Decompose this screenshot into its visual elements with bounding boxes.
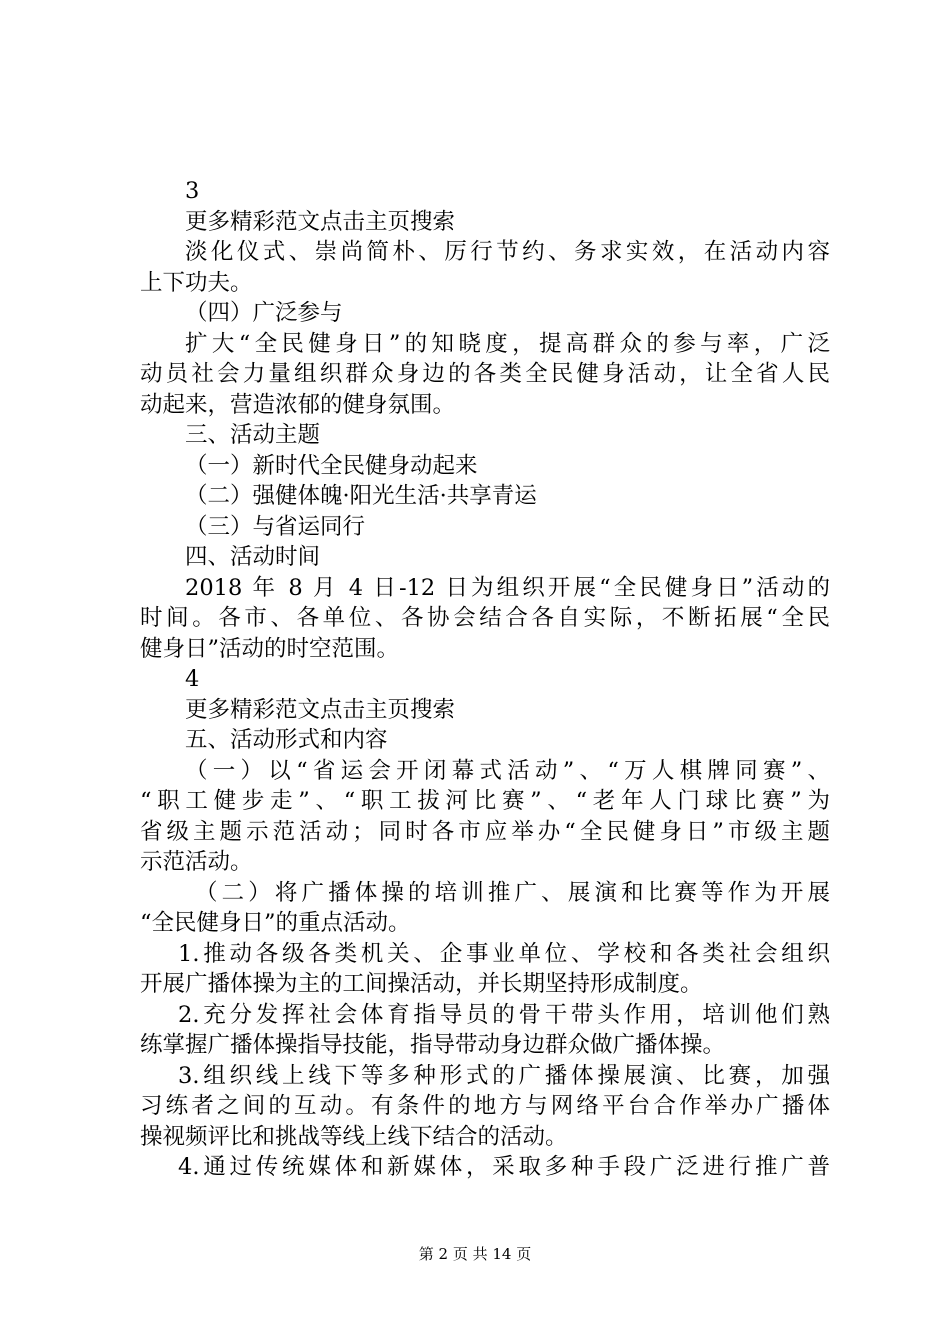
text-line: 3.组织线上线下等多种形式的广播体操展演、比赛，加强	[178, 1062, 830, 1089]
text-line: 时间。各市、各单位、各协会结合各自实际，不断拓展“全民	[140, 605, 830, 631]
text-line: 习练者之间的互动。有条件的地方与网络平台合作举办广播体	[140, 1093, 830, 1119]
text-line: “全民健身日”的重点活动。	[140, 910, 411, 936]
text-line: 1.推动各级各类机关、企事业单位、学校和各类社会组织	[178, 940, 830, 967]
text-line: 健身日”活动的时空范围。	[140, 635, 400, 662]
text-line: 四、活动时间	[185, 544, 321, 570]
text-line: 4	[185, 666, 200, 692]
text-line: 2018 年 8 月 4 日-12 日为组织开展“全民健身日”活动的	[185, 574, 830, 601]
text-line: 开展广播体操为主的工间操活动，并长期坚持形成制度。	[140, 971, 703, 997]
document-body	[140, 176, 830, 1183]
text-line: 4.通过传统媒体和新媒体，采取多种手段广泛进行推广普	[178, 1154, 830, 1180]
text-line: 练掌握广播体操指导技能，指导带动身边群众做广播体操。	[140, 1032, 726, 1058]
text-line: 三、活动主题	[185, 422, 321, 448]
text-line: （一）新时代全民健身动起来	[185, 452, 478, 479]
text-line: （三）与省运同行	[185, 513, 366, 540]
text-line: （二）强健体魄·阳光生活·共享青运	[185, 483, 537, 509]
text-line: 操视频评比和挑战等线上线下结合的活动。	[140, 1123, 568, 1150]
page-footer: 第 2 页 共 14 页	[418, 1245, 532, 1263]
text-line: 省级主题示范活动；同时各市应举办“全民健身日”市级主题	[140, 818, 830, 845]
text-line: 淡化仪式、崇尚简朴、厉行节约、务求实效，在活动内容	[185, 239, 830, 265]
text-line: 动员社会力量组织群众身边的各类全民健身活动，让全省人民	[140, 361, 830, 387]
text-line: 上下功夫。	[140, 269, 253, 296]
text-line: （二）将广播体操的培训推广、展演和比赛等作为开展	[195, 879, 830, 906]
text-line: 更多精彩范文点击主页搜索	[185, 208, 456, 235]
text-line: “职工健步走”、“职工拔河比赛”、“老年人门球比赛”为	[140, 788, 830, 814]
text-line: 示范活动。	[140, 849, 253, 875]
text-line: （四）广泛参与	[185, 300, 343, 326]
text-line: 2.充分发挥社会体育指导员的骨干带头作用，培训他们熟	[178, 1001, 830, 1028]
text-line: 更多精彩范文点击主页搜索	[185, 696, 456, 723]
text-line: （一）以“省运会开闭幕式活动”、“万人棋牌同赛”、	[185, 757, 830, 784]
text-line: 3	[185, 178, 200, 204]
text-line: 动起来，营造浓郁的健身氛围。	[140, 391, 456, 418]
text-line: 五、活动形式和内容	[185, 727, 388, 753]
text-line: 扩大“全民健身日”的知晓度，提高群众的参与率，广泛	[185, 330, 830, 357]
